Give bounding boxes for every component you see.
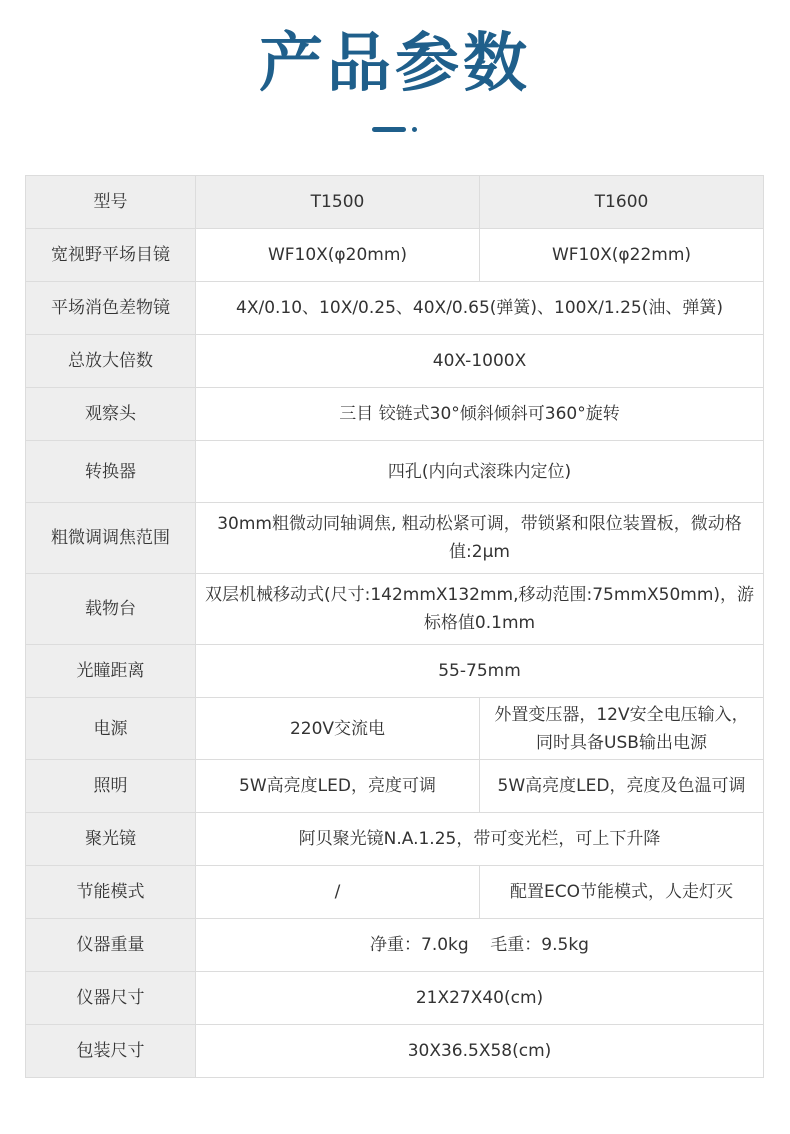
row-value: 30mm粗微动同轴调焦, 粗动松紧可调，带锁紧和限位装置板，微动格值:2μm — [196, 503, 764, 574]
table-row-focus — [26, 503, 764, 574]
row-label: 电源 — [26, 698, 196, 760]
spec-table — [25, 175, 764, 1078]
row-label: 转换器 — [26, 441, 196, 503]
table-row-objective — [26, 282, 764, 335]
row-label: 节能模式 — [26, 866, 196, 919]
table-row-nosepiece — [26, 441, 764, 503]
row-value-t1500: / — [196, 866, 480, 919]
table-row-eco — [26, 866, 764, 919]
row-value-t1500: WF10X(φ20mm) — [196, 229, 480, 282]
table-row-power — [26, 698, 764, 760]
table-row-header — [26, 176, 764, 229]
row-label: 照明 — [26, 760, 196, 813]
page-title: 产品参数 — [259, 27, 531, 101]
row-label: 平场消色差物镜 — [26, 282, 196, 335]
row-value: 三目 铰链式30°倾斜倾斜可360°旋转 — [196, 388, 764, 441]
table-row-stage — [26, 574, 764, 645]
table-row-illumination — [26, 760, 764, 813]
row-value: 21X27X40(cm) — [196, 972, 764, 1025]
row-label: 型号 — [26, 176, 196, 229]
row-value-t1600: 配置ECO节能模式，人走灯灭 — [480, 866, 764, 919]
row-value: 双层机械移动式(尺寸:142mmX132mm,移动范围:75mmX50mm)，游标格值0.1mm — [196, 574, 764, 645]
row-label: 观察头 — [26, 388, 196, 441]
table-row-eyepiece — [26, 229, 764, 282]
row-value-t1600: WF10X(φ22mm) — [480, 229, 764, 282]
row-label: 粗微调调焦范围 — [26, 503, 196, 574]
row-value-t1600: 5W高亮度LED，亮度及色温可调 — [480, 760, 764, 813]
row-value: 4X/0.10、10X/0.25、40X/0.65(弹簧)、100X/1.25(油、弹簧) — [196, 282, 764, 335]
table-row-condenser — [26, 813, 764, 866]
row-value: 四孔(内向式滚珠内定位) — [196, 441, 764, 503]
row-value: 阿贝聚光镜N.A.1.25，带可变光栏，可上下升降 — [196, 813, 764, 866]
row-label: 聚光镜 — [26, 813, 196, 866]
table-row-head — [26, 388, 764, 441]
title-dot — [412, 127, 417, 132]
table-row-magnification — [26, 335, 764, 388]
row-value: 40X-1000X — [196, 335, 764, 388]
row-label: 仪器尺寸 — [26, 972, 196, 1025]
row-value: 30X36.5X58(cm) — [196, 1025, 764, 1078]
row-label: 宽视野平场目镜 — [26, 229, 196, 282]
table-row-weight — [26, 919, 764, 972]
row-label: 载物台 — [26, 574, 196, 645]
row-value-t1500: 5W高亮度LED，亮度可调 — [196, 760, 480, 813]
row-label: 包装尺寸 — [26, 1025, 196, 1078]
title-underline — [372, 127, 406, 132]
row-label: 光瞳距离 — [26, 645, 196, 698]
table-row-ipd — [26, 645, 764, 698]
table-row-size — [26, 972, 764, 1025]
row-value-t1500: 220V交流电 — [196, 698, 480, 760]
model-t1600: T1600 — [480, 176, 764, 229]
model-t1500: T1500 — [196, 176, 480, 229]
row-label: 仪器重量 — [26, 919, 196, 972]
row-value-t1600: 外置变压器，12V安全电压输入，同时具备USB输出电源 — [480, 698, 764, 760]
row-value: 55-75mm — [196, 645, 764, 698]
table-row-package — [26, 1025, 764, 1078]
row-label: 总放大倍数 — [26, 335, 196, 388]
row-value: 净重：7.0kg 毛重：9.5kg — [196, 919, 764, 972]
